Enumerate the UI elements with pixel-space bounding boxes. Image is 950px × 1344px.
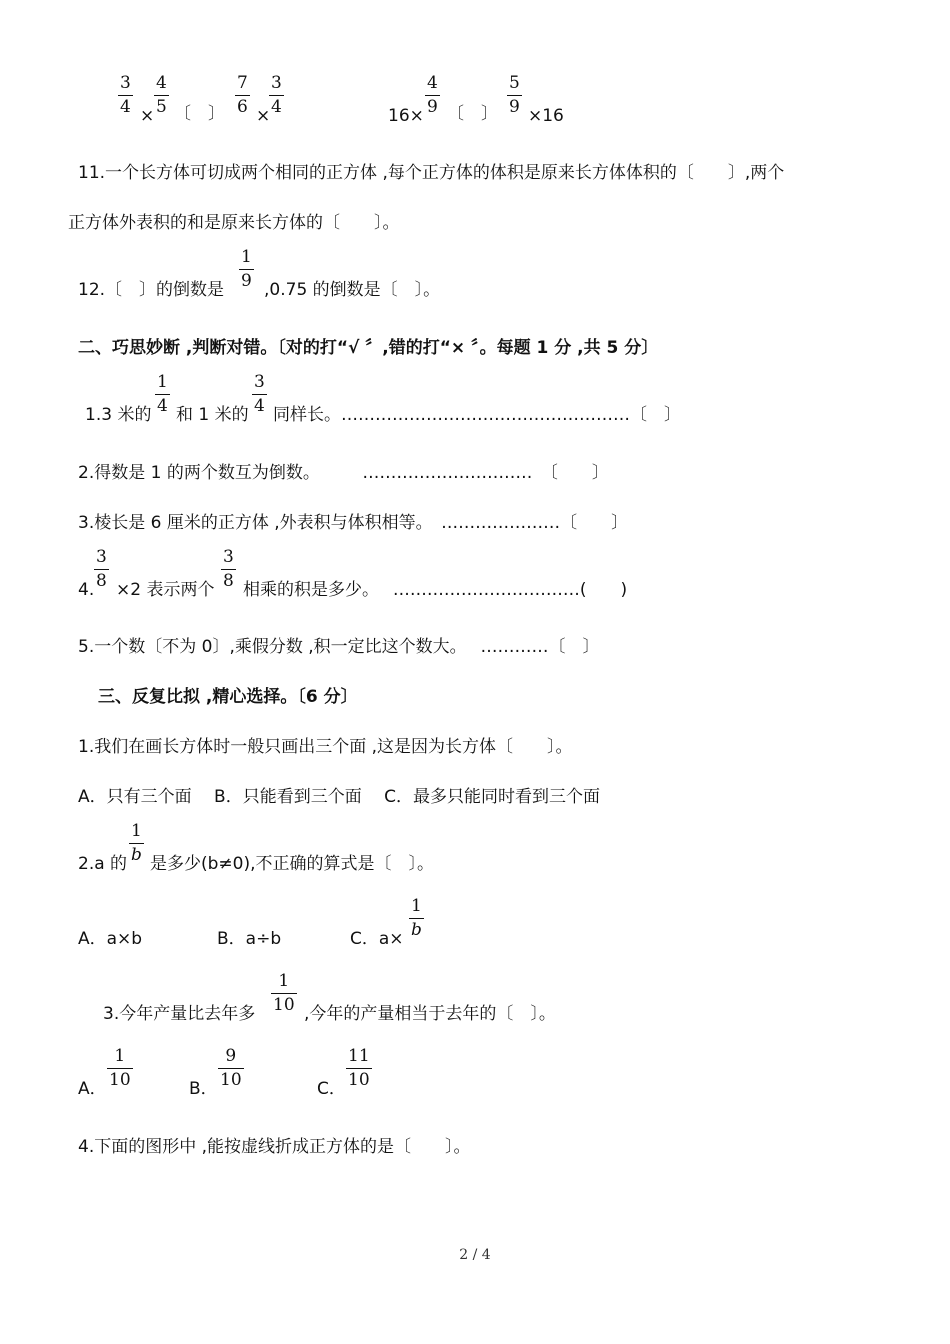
question-11-line-1: 11.一个长方体可切成两个相同的正方体 ,每个正方体的体积是原来长方体体积的〔 〕,两个: [78, 163, 785, 183]
judge-2: 2.得数是 1 的两个数互为倒数。 ………………………… 〔 〕: [78, 463, 609, 483]
choice-2-option-b: B．a÷b: [217, 929, 282, 949]
fraction-1-9: 1 9: [241, 247, 252, 291]
sixteen-times: 16×: [388, 106, 424, 126]
fraction-1-10-option: 1 10: [109, 1046, 131, 1090]
fraction-1-10: 1 10: [273, 971, 295, 1015]
fraction-1-b-option: 1 b: [411, 896, 422, 940]
fraction-3-4: 3 4: [254, 372, 265, 416]
judge-5: 5.一个数〔不为 0〕,乘假分数 ,积一定比这个数大。 …………〔 〕: [78, 637, 600, 657]
fraction-3-8-b: 3 8: [223, 547, 234, 591]
fraction-4-9: 4 9: [427, 73, 438, 117]
choice-1-options: A．只有三个面 B．只能看到三个面 C．最多只能同时看到三个面: [78, 787, 600, 807]
judge-4-mid: ×2 表示两个: [116, 580, 215, 600]
choice-4: 4.下面的图形中 ,能按虚线折成正方体的是〔 〕。: [78, 1137, 471, 1157]
choice-3-post: ,今年的产量相当于去年的〔 〕。: [304, 1004, 556, 1024]
judge-4-pre: 4.: [78, 580, 95, 600]
page-number: 2 / 4: [459, 1247, 491, 1263]
question-12-pre: 12.〔 〕的倒数是: [78, 280, 225, 300]
choice-2-pre: 2.a 的: [78, 854, 128, 874]
judge-3: 3.棱长是 6 厘米的正方体 ,外表积与体积相等。 …………………〔 〕: [78, 513, 629, 533]
choice-1: 1.我们在画长方体时一般只画出三个面 ,这是因为长方体〔 〕。: [78, 737, 573, 757]
fraction-4-5: 4 5: [156, 73, 167, 117]
times-sign: ×: [256, 106, 271, 126]
judge-4-post: 相乘的积是多少。 ……………………………( ): [243, 580, 628, 600]
fraction-3-4-b: 3 4: [271, 73, 282, 117]
fraction-9-10-option: 9 10: [220, 1046, 242, 1090]
answer-blank[interactable]: 〔 〕: [447, 104, 498, 124]
choice-2-option-a: A．a×b: [78, 929, 143, 949]
times-sign: ×: [140, 106, 155, 126]
fraction-5-9: 5 9: [509, 73, 520, 117]
question-12-post: ,0.75 的倒数是〔 〕。: [264, 280, 441, 300]
fraction-1-b: 1 b: [131, 821, 142, 865]
judge-1-post: 同样长。……………………………………………〔 〕: [273, 405, 681, 425]
choice-3-pre: 3.今年产量比去年多: [103, 1004, 256, 1024]
fraction-3-8-a: 3 8: [96, 547, 107, 591]
judge-1-pre: 1.3 米的: [85, 405, 152, 425]
section-2-title: 二、巧思妙断 ,判断对错。〔对的打“√ 〞,错的打“× 〞。每题 1 分 ,共 5 分〕: [78, 338, 659, 358]
choice-3-option-a: A．: [78, 1079, 107, 1099]
judge-1-mid: 和 1 米的: [176, 405, 249, 425]
fraction-3-4-a: 3 4: [120, 73, 131, 117]
section-3-title: 三、反复比拟 ,精心选择。〔6 分〕: [98, 687, 358, 707]
fraction-11-10-option: 11 10: [348, 1046, 370, 1090]
choice-2-post: 是多少(b≠0),不正确的算式是〔 〕。: [150, 854, 435, 874]
choice-3-option-c: C．: [317, 1079, 346, 1099]
question-11-line-2: 正方体外表积的和是原来长方体的〔 〕。: [68, 213, 400, 233]
answer-blank[interactable]: 〔 〕: [174, 104, 225, 124]
fraction-7-6: 7 6: [237, 73, 248, 117]
fraction-1-4: 1 4: [157, 372, 168, 416]
choice-2-option-c: C．a×: [350, 929, 404, 949]
times-sixteen: ×16: [528, 106, 564, 126]
choice-3-option-b: B．: [189, 1079, 218, 1099]
